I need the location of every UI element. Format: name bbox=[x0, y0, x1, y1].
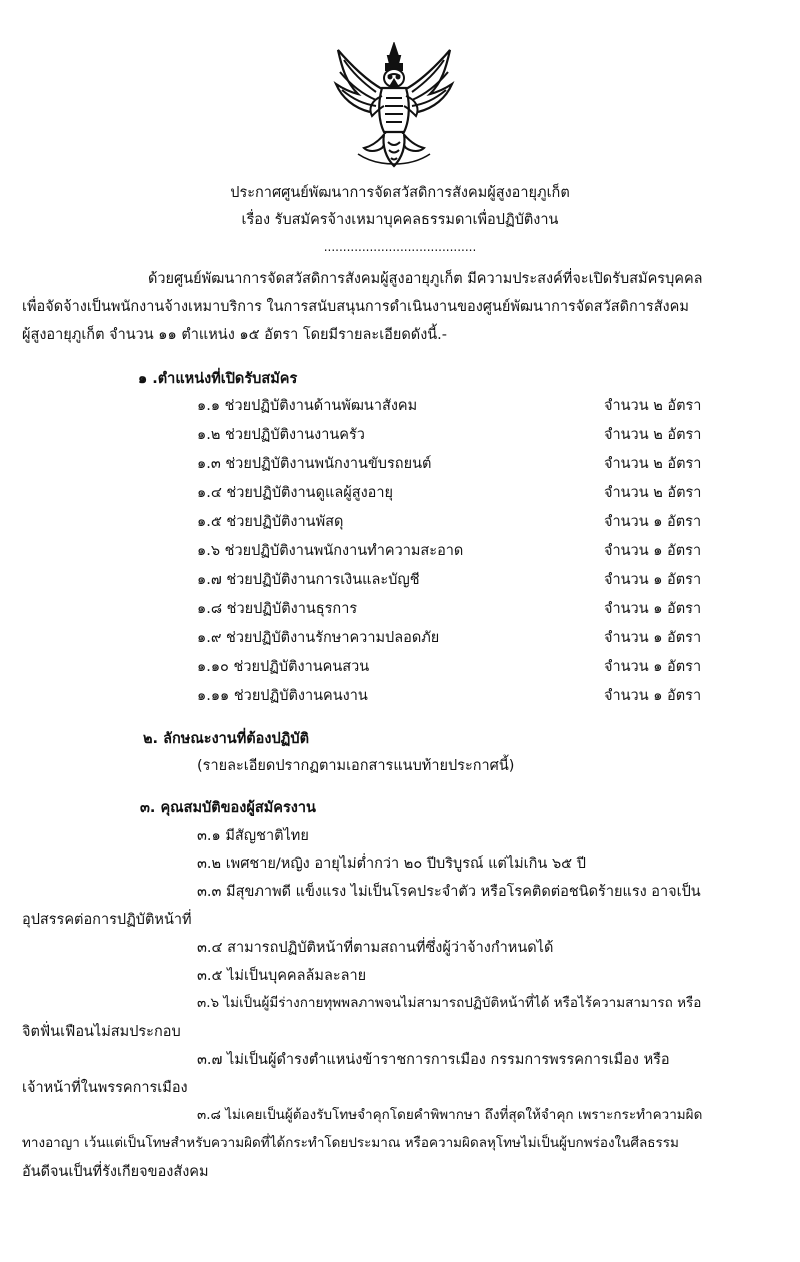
intro-line-3: ผู้สูงอายุภูเก็ต จำนวน ๑๑ ตำแหน่ง ๑๕ อัตรา โดยมีรายละเอียดดังนี้.- bbox=[22, 327, 448, 343]
intro-line-2: เพื่อจัดจ้างเป็นพนักงานจ้างเหมาบริการ ในการสนับสนุนการดำเนินงานของศูนย์พัฒนาการจัดสวัสดิการสังคม bbox=[22, 299, 689, 315]
position-label: ๑.๗ ช่วยปฏิบัติงานการเงินและบัญชี bbox=[197, 572, 420, 588]
qualification-item: ๓.๓ มีสุขภาพดี แข็งแรง ไม่เป็นโรคประจำตัว หรือโรคติดต่อชนิดร้ายแรง อาจเป็น bbox=[197, 884, 701, 900]
position-count: จำนวน ๑ อัตรา bbox=[604, 543, 702, 559]
position-item bbox=[0, 397, 800, 417]
position-label: ๑.๕ ช่วยปฏิบัติงานพัสดุ bbox=[197, 514, 344, 530]
position-count: จำนวน ๑ อัตรา bbox=[604, 659, 702, 675]
position-count: จำนวน ๒ อัตรา bbox=[604, 398, 702, 414]
position-count: จำนวน ๑ อัตรา bbox=[604, 601, 702, 617]
position-label: ๑.๔ ช่วยปฏิบัติงานดูแลผู้สูงอายุ bbox=[197, 485, 393, 501]
qualification-item: ๓.๘ ไม่เคยเป็นผู้ต้องรับโทษจำคุกโดยคำพิพากษา ถึงที่สุดให้จำคุก เพราะกระทำความผิด bbox=[197, 1107, 703, 1123]
position-label: ๑.๑๐ ช่วยปฏิบัติงานคนสวน bbox=[197, 659, 370, 675]
position-count: จำนวน ๒ อัตรา bbox=[604, 427, 702, 443]
position-label: ๑.๓ ช่วยปฏิบัติงานพนักงานขับรถยนต์ bbox=[197, 456, 432, 472]
position-count: จำนวน ๒ อัตรา bbox=[604, 485, 702, 501]
position-label: ๑.๑ ช่วยปฏิบัติงานด้านพัฒนาสังคม bbox=[197, 398, 418, 414]
qualification-item: ๓.๔ สามารถปฏิบัติหน้าที่ตามสถานที่ซึ่งผู้ว่าจ้างกำหนดได้ bbox=[197, 940, 554, 956]
position-label: ๑.๙ ช่วยปฏิบัติงานรักษาความปลอดภัย bbox=[197, 630, 440, 646]
position-item bbox=[0, 455, 800, 475]
qualification-item: ๓.๗ ไม่เป็นผู้ดำรงตำแหน่งข้าราชการการเมือง กรรมการพรรคการเมือง หรือ bbox=[197, 1052, 670, 1068]
section3-heading: ๓. คุณสมบัติของผู้สมัครงาน bbox=[140, 800, 316, 816]
position-count: จำนวน ๑ อัตรา bbox=[604, 572, 702, 588]
intro-line-1: ด้วยศูนย์พัฒนาการจัดสวัสดิการสังคมผู้สูงอายุภูเก็ต มีความประสงค์ที่จะเปิดรับสมัครบุคคล bbox=[148, 271, 703, 287]
position-label: ๑.๘ ช่วยปฏิบัติงานธุรการ bbox=[197, 601, 358, 617]
position-label: ๑.๑๑ ช่วยปฏิบัติงานคนงาน bbox=[197, 688, 368, 704]
position-item bbox=[0, 513, 800, 533]
garuda-emblem-icon bbox=[328, 42, 460, 172]
position-item bbox=[0, 484, 800, 504]
position-count: จำนวน ๑ อัตรา bbox=[604, 688, 702, 704]
position-count: จำนวน ๒ อัตรา bbox=[604, 456, 702, 472]
position-item bbox=[0, 629, 800, 649]
position-count: จำนวน ๑ อัตรา bbox=[604, 514, 702, 530]
qualification-item-continued: เจ้าหน้าที่ในพรรคการเมือง bbox=[22, 1080, 188, 1096]
position-item bbox=[0, 600, 800, 620]
qualification-item-continued: ทางอาญา เว้นแต่เป็นโทษสำหรับความผิดที่ได้กระทำโดยประมาณ หรือความผิดลหุโทษไม่เป็นผู้บกพร่องในศีลธรรม bbox=[22, 1135, 679, 1151]
qualification-item: ๓.๖ ไม่เป็นผู้มีร่างกายทุพพลภาพจนไม่สามารถปฏิบัติหน้าที่ได้ หรือไร้ความสามารถ หรือ bbox=[197, 995, 702, 1011]
separator-dots: ........................................ bbox=[323, 240, 477, 254]
qualification-item-continued: จิตฟั่นเฟือนไม่สมประกอบ bbox=[22, 1024, 181, 1040]
qualification-item: ๓.๒ เพศชาย/หญิง อายุไม่ต่ำกว่า ๒๐ ปีบริบูรณ์ แต่ไม่เกิน ๖๕ ปี bbox=[197, 856, 586, 872]
position-item bbox=[0, 658, 800, 678]
announcement-title-line2: เรื่อง รับสมัครจ้างเหมาบุคคลธรรมดาเพื่อปฏิบัติงาน bbox=[241, 212, 559, 228]
announcement-title-line1: ประกาศศูนย์พัฒนาการจัดสวัสดิการสังคมผู้สูงอายุภูเก็ต bbox=[230, 185, 570, 201]
qualification-item-continued: อันดีจนเป็นที่รังเกียจของสังคม bbox=[22, 1164, 209, 1180]
section2-note: (รายละเอียดปรากฏตามเอกสารแนบท้ายประกาศนี้) bbox=[197, 758, 515, 774]
position-label: ๑.๒ ช่วยปฏิบัติงานงานครัว bbox=[197, 427, 365, 443]
section2-heading: ๒. ลักษณะงานที่ต้องปฏิบัติ bbox=[143, 731, 310, 747]
position-item bbox=[0, 426, 800, 446]
section1-heading: ๑ .ตำแหน่งที่เปิดรับสมัคร bbox=[138, 371, 298, 387]
qualification-item: ๓.๑ มีสัญชาติไทย bbox=[197, 828, 309, 844]
position-count: จำนวน ๑ อัตรา bbox=[604, 630, 702, 646]
position-item bbox=[0, 571, 800, 591]
position-item bbox=[0, 687, 800, 707]
position-item bbox=[0, 542, 800, 562]
position-label: ๑.๖ ช่วยปฏิบัติงานพนักงานทำความสะอาด bbox=[197, 543, 464, 559]
qualification-item: ๓.๕ ไม่เป็นบุคคลล้มละลาย bbox=[197, 968, 367, 984]
qualification-item-continued: อุปสรรคต่อการปฏิบัติหน้าที่ bbox=[22, 912, 192, 928]
